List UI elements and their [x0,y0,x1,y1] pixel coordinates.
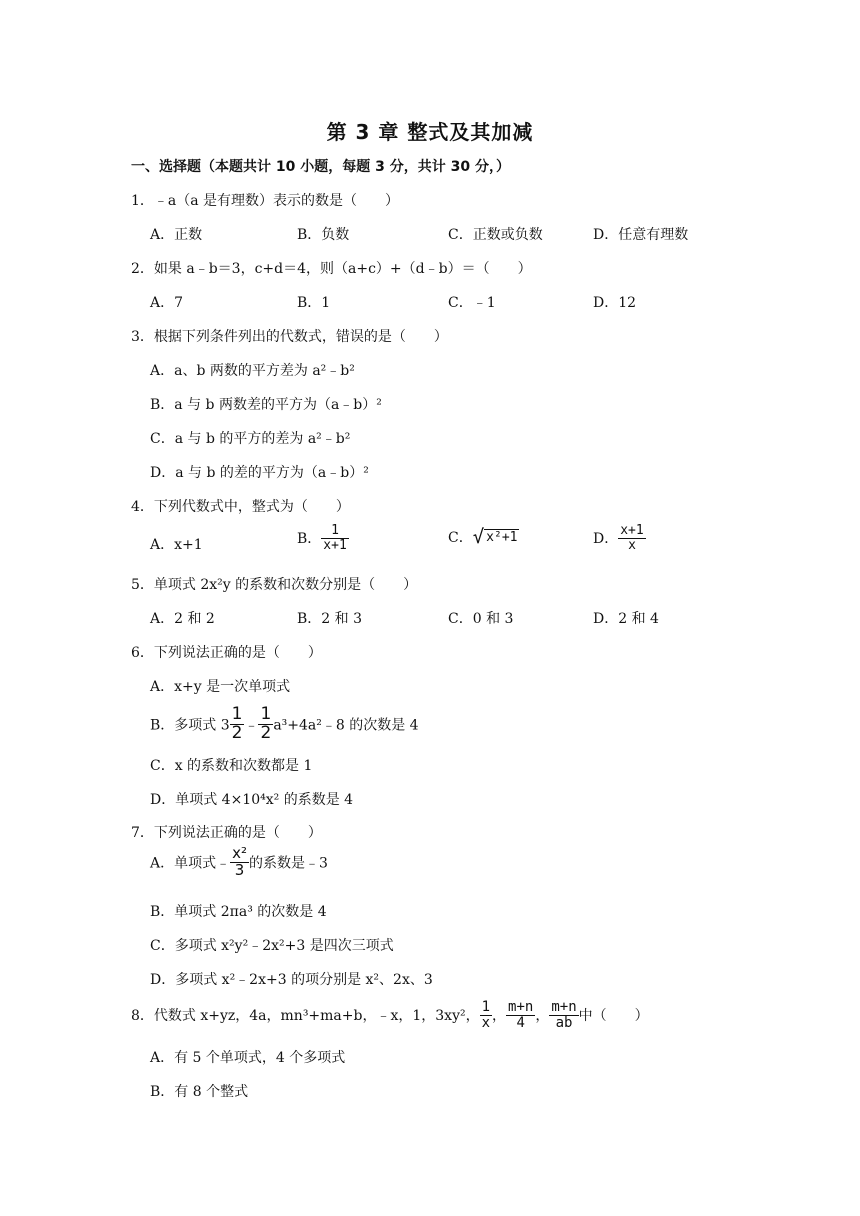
fraction-denominator: 3 [230,862,249,879]
q5-option-b: B．2 和 3 [297,611,363,627]
q4-option-c-label: C． [448,530,473,546]
q7-option-a-suffix: 的系数是﹣3 [249,855,328,872]
q6-option-b-suffix: a³+4a²﹣8 的次数是 4 [273,717,419,734]
q8-option-a: A．有 5 个单项式，4 个多项式 [150,1050,346,1066]
q1-option-c: C．正数或负数 [448,227,543,243]
q6-option-b-prefix: B．多项式 3 [150,717,230,734]
question-3-stem: 3．根据下列条件列出的代数式，错误的是（ ） [131,329,448,345]
q8-fraction-1 [480,1000,492,1030]
fraction-denominator: x [481,1014,491,1031]
q8-fraction-2 [506,1000,535,1030]
fraction-numerator: x+1 [620,523,644,538]
fraction-numerator: 1 [331,523,339,538]
fraction-numerator: 1 [260,704,272,724]
q4-option-b [297,524,349,552]
question-5-stem: 5．单项式 2x²y 的系数和次数分别是（ ） [131,577,418,593]
q4-option-c [448,526,519,548]
q6-option-b-minus: ﹣ [244,717,259,734]
question-8-stem: 8．代数式 x+yz，4a，mn³+ma+b，﹣x，1，3xy²， $\frac{1}{x}$ ， $\frac{m+n}{4}$ ， $\frac{m+n}{ab}$ 中（ ） [131,999,649,1031]
question-7-stem: 7．下列说法正确的是（ ） [131,825,322,841]
q7-option-a-fraction [230,846,249,879]
fraction-numerator: m+n [551,999,577,1015]
q8-stem-prefix: 8．代数式 x+yz，4a，mn³+ma+b，﹣x，1，3xy²， [131,1008,480,1025]
q4-option-c-radical [473,526,520,548]
q7-option-a-prefix: A．单项式﹣ [150,855,231,872]
q1-option-b: B．负数 [297,227,350,243]
q6-option-b [150,706,419,743]
q2-option-a: A．7 [150,295,184,311]
q7-option-d: D．多项式 x²﹣2x+3 的项分别是 x²、2x、3 [150,972,433,988]
q2-option-b: B．1 [297,295,331,311]
radicand: x²+1 [486,530,518,545]
q4-option-b-fraction [321,524,348,552]
section-heading: 一、选择题（本题共计 10 小题，每题 3 分，共计 30 分，） [131,159,510,175]
q7-option-a [150,846,328,879]
q4-option-a: A．x+1 [150,537,203,553]
fraction-denominator: x [618,538,645,553]
q4-option-d [593,524,646,552]
fraction-numerator: x² [232,844,248,862]
q7-option-c: C．多项式 x²y²﹣2x²+3 是四次三项式 [150,938,394,954]
fraction-denominator: 2 [260,722,272,743]
fraction-denominator: 4 [506,1015,535,1031]
q6-option-d: D．单项式 4×10⁴x² 的系数是 4 [150,792,354,808]
fraction-denominator: 2 [231,722,243,743]
q8-stem-suffix: 中（ ） [578,1008,649,1025]
fraction-numerator: 1 [481,999,491,1015]
q3-option-d: D．a 与 b 的差的平方为（a﹣b）² [150,465,369,481]
sqrt-icon: √ [472,526,485,548]
q6-option-a: A．x+y 是一次单项式 [150,679,291,695]
fraction-numerator: 1 [231,704,243,724]
q1-option-a: A．正数 [150,227,203,243]
fraction-denominator: x+1 [323,537,347,553]
q2-option-d: D．12 [593,295,637,311]
q2-option-c: C．﹣1 [448,295,496,311]
q5-option-a: A．2 和 2 [150,611,215,627]
q4-option-d-label: D． [593,531,619,548]
q6-option-b-fraction-2 [258,706,273,743]
q4-option-b-label: B． [297,531,322,548]
page-title: 第 3 章 整式及其加减 [326,120,534,144]
question-2-stem: 2．如果 a﹣b＝3，c+d＝4，则（a+c）+（d﹣b）＝（ ） [131,261,532,277]
fraction-numerator: m+n [508,999,534,1015]
q8-option-b: B．有 8 个整式 [150,1084,249,1100]
q8-fraction-3 [549,1000,578,1030]
q5-option-c: C．0 和 3 [448,611,514,627]
q3-option-a: A．a、b 两数的平方差为 a²﹣b² [150,363,355,379]
q7-option-b: B．单项式 2πa³ 的次数是 4 [150,904,327,920]
q3-option-c: C．a 与 b 的平方的差为 a²﹣b² [150,431,351,447]
question-4-stem: 4．下列代数式中，整式为（ ） [131,499,350,515]
q4-option-d-fraction [618,524,645,552]
question-6-stem: 6．下列说法正确的是（ ） [131,645,322,661]
q6-option-c: C．x 的系数和次数都是 1 [150,758,313,774]
fraction-denominator: ab [549,1015,578,1031]
q6-option-b-fraction-1 [230,706,245,743]
q1-option-d: D．任意有理数 [593,227,689,243]
q5-option-d: D．2 和 4 [593,611,659,627]
q3-option-b: B．a 与 b 两数差的平方为（a﹣b）² [150,397,382,413]
question-1-stem: 1．﹣a（a 是有理数）表示的数是（ ） [131,193,400,209]
